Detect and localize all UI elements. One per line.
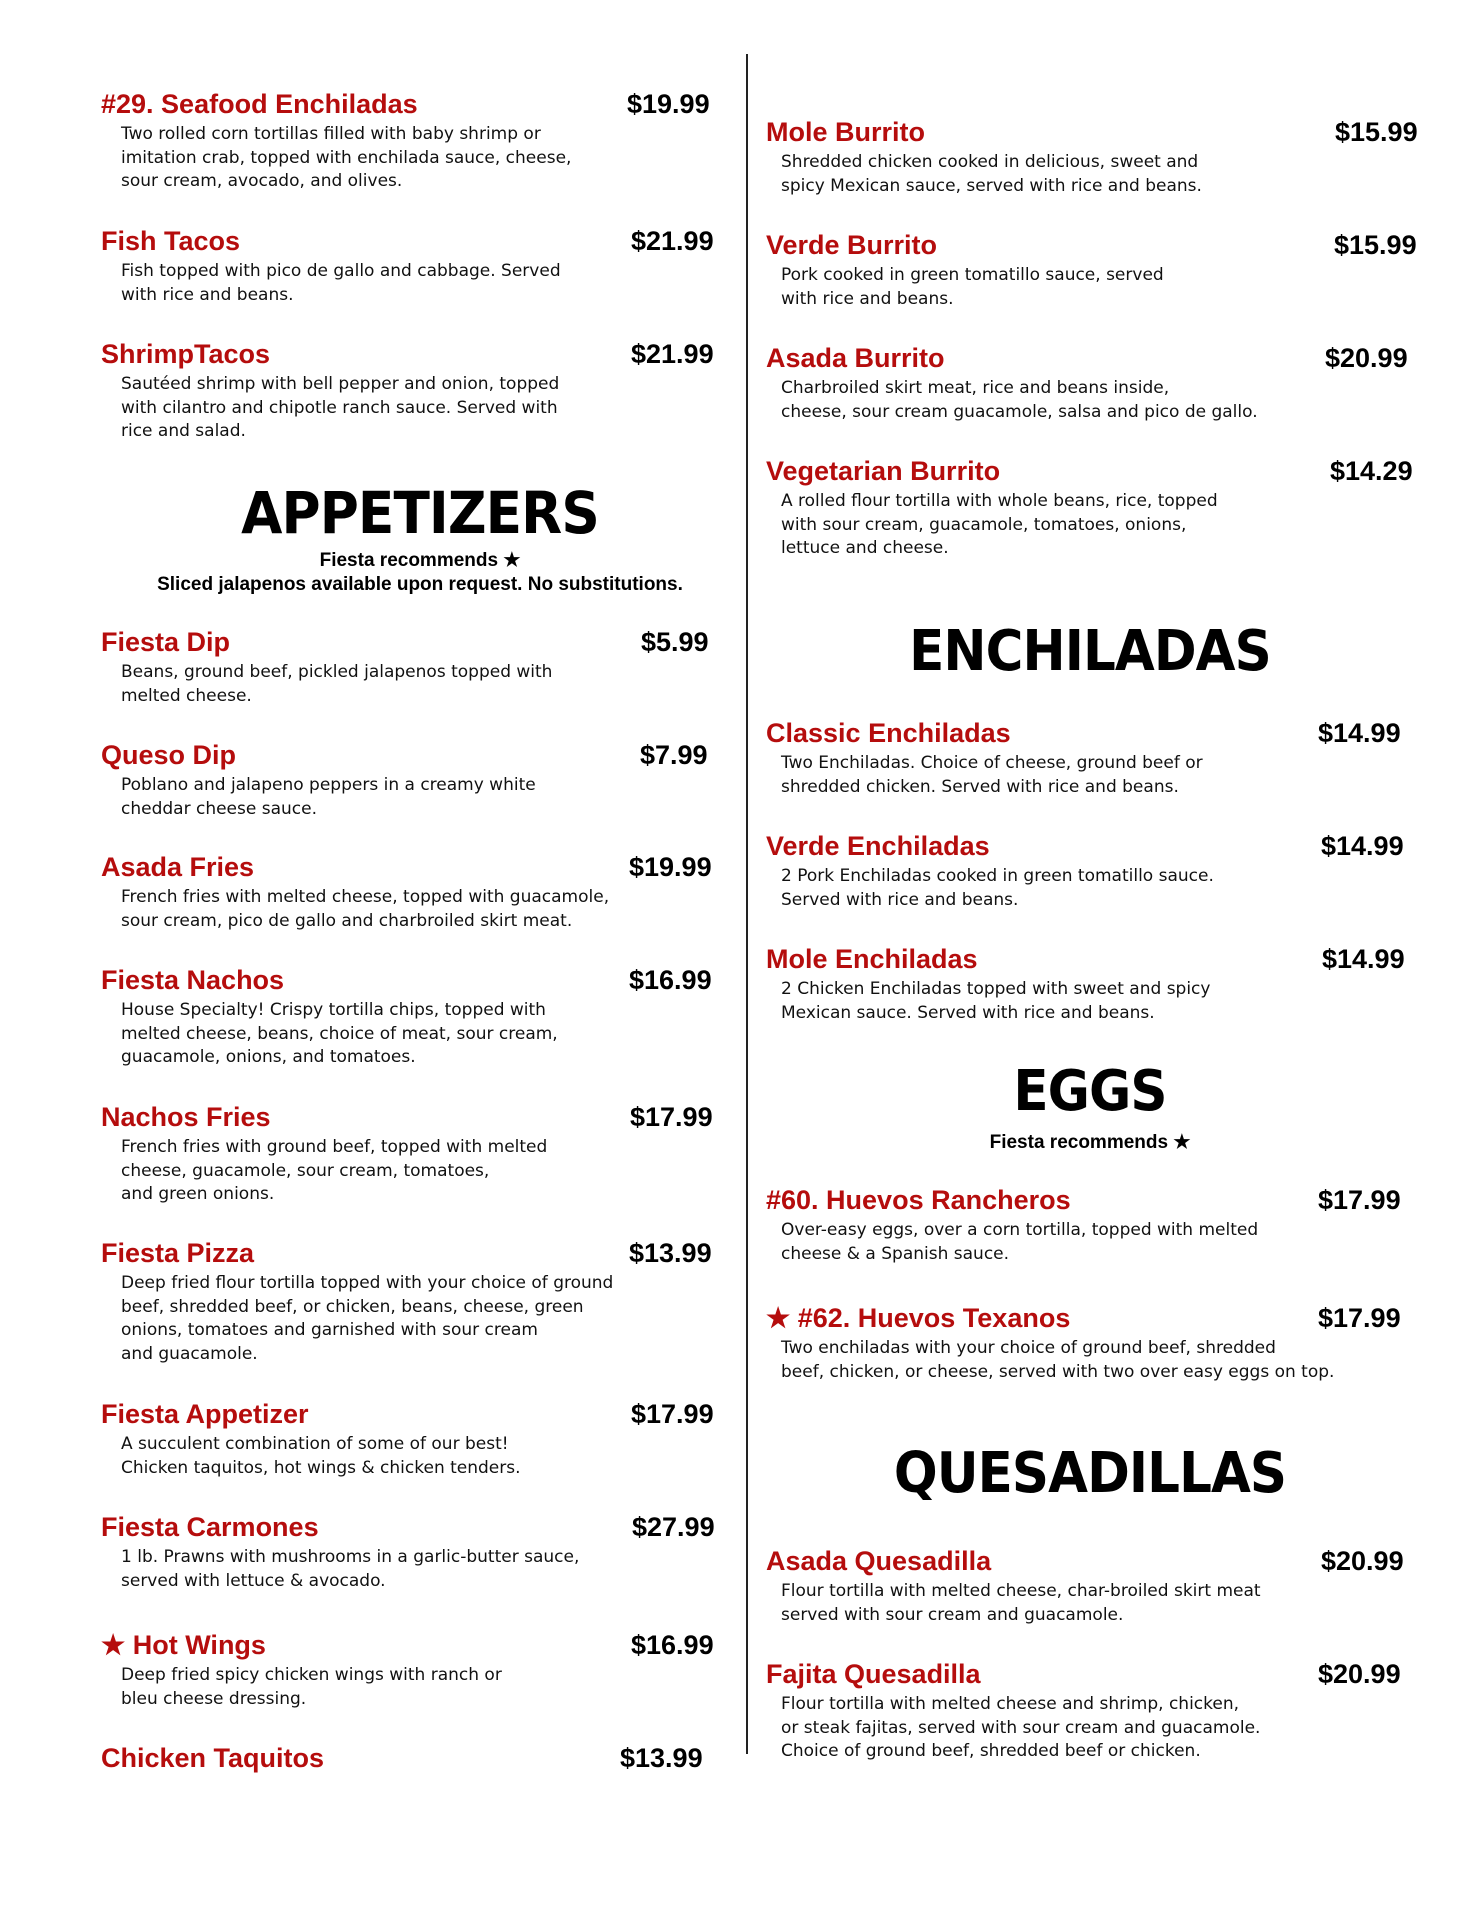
item-description: Flour tortilla with melted cheese and shrimp, chicken, or steak fajitas, served with sour cream and guacamole. Choice of ground beef, shredded beef or chicken. xyxy=(781,1694,1261,1761)
item-description: Over-easy eggs, over a corn tortilla, topped with melted cheese & a Spanish sauce. xyxy=(781,1220,1259,1264)
item-description: 2 Pork Enchiladas cooked in green tomatillo sauce. Served with rice and beans. xyxy=(781,866,1214,910)
item-name: Fiesta Pizza xyxy=(101,1238,255,1268)
item-price: $15.99 xyxy=(1334,230,1417,260)
item-description: Two enchiladas with your choice of ground beef, shredded beef, chicken, or cheese, served with two over easy eggs on top. xyxy=(781,1338,1335,1382)
item-price: $17.99 xyxy=(1318,1185,1401,1215)
item-price: $16.99 xyxy=(631,1630,714,1660)
item-name: Classic Enchiladas xyxy=(766,718,1011,748)
item-price: $27.99 xyxy=(632,1512,715,1542)
item-price: $14.99 xyxy=(1321,831,1404,861)
item-description: Deep fried flour tortilla topped with your choice of ground beef, shredded beef, or chicken, beans, cheese, green onions, tomatoes and garnished with sour cream and guacamole. xyxy=(121,1273,614,1364)
item-price: $19.99 xyxy=(629,852,712,882)
item-description: 2 Chicken Enchiladas topped with sweet and spicy Mexican sauce. Served with rice and beans. xyxy=(781,979,1211,1023)
section-note-substitutions: Sliced jalapenos available upon request. No substitutions. xyxy=(157,574,683,595)
item-description: Two rolled corn tortillas filled with baby shrimp or imitation crab, topped with enchilada sauce, cheese, sour cream, avocado, and olives. xyxy=(121,124,572,191)
item-price: $13.99 xyxy=(629,1238,712,1268)
item-description: Deep fried spicy chicken wings with ranch or bleu cheese dressing. xyxy=(121,1665,502,1709)
item-name: #29. Seafood Enchiladas xyxy=(101,89,418,119)
item-price: $14.99 xyxy=(1322,944,1405,974)
item-name: Fiesta Appetizer xyxy=(101,1399,309,1429)
item-description: 1 lb. Prawns with mushrooms in a garlic-butter sauce, served with lettuce & avocado. xyxy=(121,1547,580,1591)
item-name: ShrimpTacos xyxy=(101,339,271,369)
item-name: Nachos Fries xyxy=(101,1102,271,1132)
item-description: Poblano and jalapeno peppers in a creamy white cheddar cheese sauce. xyxy=(121,775,536,819)
item-price: $15.99 xyxy=(1335,117,1418,147)
item-name: Asada Burrito xyxy=(766,343,945,373)
item-description: Fish topped with pico de gallo and cabbage. Served with rice and beans. xyxy=(121,261,561,305)
item-description: A succulent combination of some of our best! Chicken taquitos, hot wings & chicken tenders. xyxy=(121,1434,521,1478)
item-name: Fiesta Dip xyxy=(101,627,231,657)
item-description: Shredded chicken cooked in delicious, sweet and spicy Mexican sauce, served with rice and beans. xyxy=(781,152,1202,196)
item-name: Vegetarian Burrito xyxy=(766,456,1001,486)
item-price: $5.99 xyxy=(641,627,709,657)
item-name: Verde Enchiladas xyxy=(766,831,990,861)
item-name: Asada Fries xyxy=(101,852,255,882)
item-price: $21.99 xyxy=(631,339,714,369)
item-name: Asada Quesadilla xyxy=(766,1546,992,1576)
item-price: $21.99 xyxy=(631,226,714,256)
item-name: Mole Enchiladas xyxy=(766,944,978,974)
section-heading-eggs: EGGS xyxy=(1013,1059,1167,1124)
item-description: Sautéed shrimp with bell pepper and onion, topped with cilantro and chipotle ranch sauce. Served with rice and salad. xyxy=(121,374,560,441)
item-name: Chicken Taquitos xyxy=(101,1743,325,1773)
item-description: Flour tortilla with melted cheese, char-broiled skirt meat served with sour cream and guacamole. xyxy=(781,1581,1261,1625)
item-price: $17.99 xyxy=(1318,1303,1401,1333)
item-name: Fish Tacos xyxy=(101,226,241,256)
item-description: French fries with ground beef, topped with melted cheese, guacamole, sour cream, tomatoes, and green onions. xyxy=(121,1137,548,1204)
item-price: $20.99 xyxy=(1325,343,1408,373)
item-name: Queso Dip xyxy=(101,740,237,770)
item-name: Fiesta Nachos xyxy=(101,965,285,995)
item-name: Fajita Quesadilla xyxy=(766,1659,981,1689)
column-divider xyxy=(746,54,748,1754)
section-note-recommends: Fiesta recommends ★ xyxy=(319,550,521,571)
item-price: $19.99 xyxy=(627,89,710,119)
item-price: $17.99 xyxy=(630,1102,713,1132)
item-name: Verde Burrito xyxy=(766,230,938,260)
item-price: $13.99 xyxy=(620,1743,703,1773)
item-description: Charbroiled skirt meat, rice and beans inside, cheese, sour cream guacamole, salsa and pico de gallo. xyxy=(781,378,1258,422)
item-name: Mole Burrito xyxy=(766,117,925,147)
item-name: #60. Huevos Rancheros xyxy=(766,1185,1071,1215)
item-description: French fries with melted cheese, topped with guacamole, sour cream, pico de gallo and charbroiled skirt meat. xyxy=(121,887,610,931)
item-price: $7.99 xyxy=(640,740,708,770)
item-price: $17.99 xyxy=(631,1399,714,1429)
item-description: Pork cooked in green tomatillo sauce, served with rice and beans. xyxy=(781,265,1164,309)
section-note-recommends: Fiesta recommends ★ xyxy=(989,1132,1191,1153)
item-price: $20.99 xyxy=(1321,1546,1404,1576)
item-name: ★ Hot Wings xyxy=(101,1630,266,1660)
item-name: Fiesta Carmones xyxy=(101,1512,319,1542)
item-price: $14.29 xyxy=(1330,456,1413,486)
section-heading-appetizers: APPETIZERS xyxy=(241,479,599,547)
item-description: Beans, ground beef, pickled jalapenos topped with melted cheese. xyxy=(121,662,553,706)
item-price: $20.99 xyxy=(1318,1659,1401,1689)
item-description: A rolled flour tortilla with whole beans, rice, topped with sour cream, guacamole, tomatoes, onions, lettuce and cheese. xyxy=(781,491,1218,558)
item-price: $16.99 xyxy=(629,965,712,995)
item-description: Two Enchiladas. Choice of cheese, ground beef or shredded chicken. Served with rice and beans. xyxy=(781,753,1203,797)
item-price: $14.99 xyxy=(1318,718,1401,748)
section-heading-enchiladas: ENCHILADAS xyxy=(909,619,1271,684)
item-description: House Specialty! Crispy tortilla chips, topped with melted cheese, beans, choice of meat, sour cream, guacamole, onions, and tomatoes. xyxy=(121,1000,558,1067)
item-name: ★ #62. Huevos Texanos xyxy=(766,1303,1071,1333)
section-heading-quesadillas: QUESADILLAS xyxy=(893,1441,1287,1506)
